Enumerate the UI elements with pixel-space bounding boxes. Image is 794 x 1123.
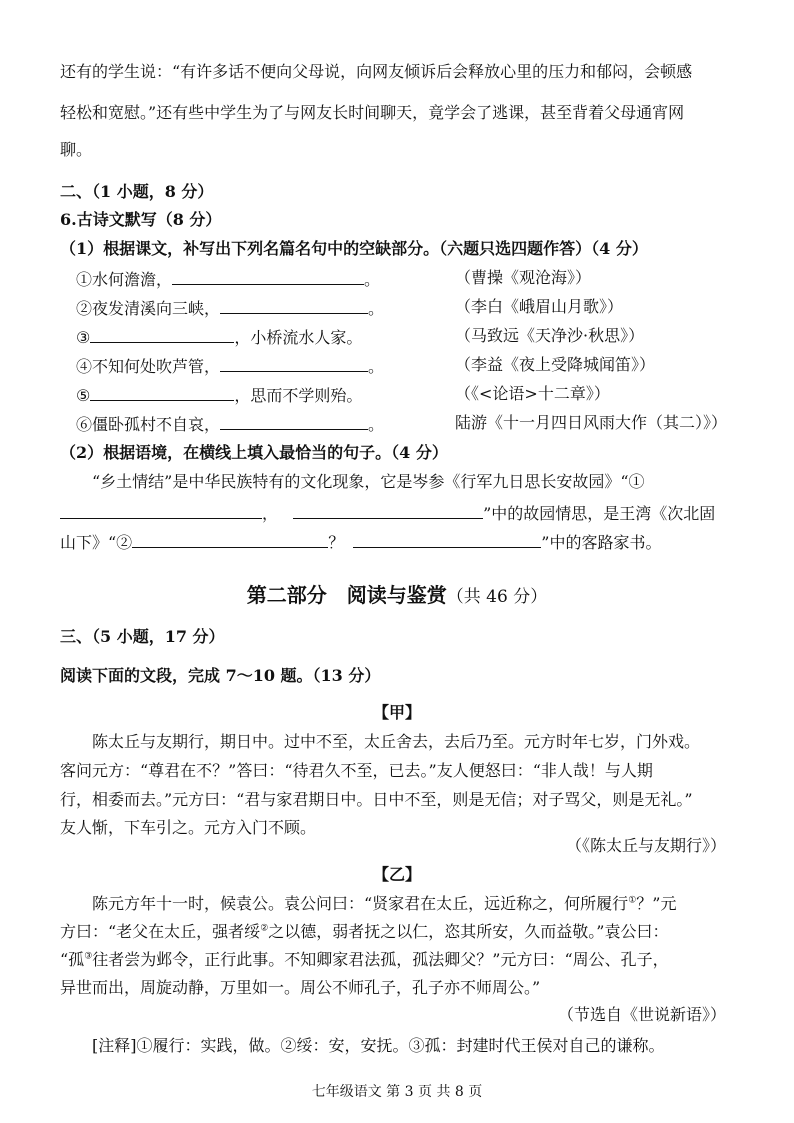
passage-yi-line [60, 922, 668, 942]
passage-text: 之以德，弱者抚之以仁，恣其所安，久而益敬。”袁公曰： [268, 922, 669, 941]
answer-blank[interactable] [353, 531, 541, 548]
poem-item-text: ④不知何处吹芦管， [76, 357, 221, 376]
passage-yi-notes: [注释]①履行：实践，做。②绥：安，安抚。③孤：封建时代王侯对自己的谦称。 [92, 1036, 665, 1055]
poem-item-text: ⑥僵卧孤村不自哀， [76, 415, 221, 434]
answer-blank[interactable] [220, 297, 368, 314]
poem-item-text: ，思而不学则殆。 [234, 386, 363, 405]
passage-jia-line: 友人惭，下车引之。元方入门不顾。 [60, 818, 317, 837]
section-2-heading: 二、（1 小题，8 分） [60, 182, 214, 201]
passage-yi-line [60, 894, 676, 914]
footnote-marker: ② [260, 923, 269, 934]
poem-source-1: （曹操《观沧海》） [455, 268, 592, 287]
passage-text: 方曰：“老父在太丘，强者绥 [60, 922, 261, 941]
passage-jia-line: 行，相委而去。”元方曰：“君与家君期日中。日中不至，则是无信；对子骂父，则是无礼。” [60, 790, 693, 809]
section-3-heading: 三、（5 小题，17 分） [60, 627, 225, 646]
answer-blank[interactable] [60, 502, 262, 519]
poem-item-4 [76, 355, 384, 377]
poem-source-6: 陆游《十一月四日风雨大作（其二）》） [455, 413, 728, 432]
passage-text: ？”元 [636, 894, 677, 913]
passage-jia-line: 客问元方：“尊君在不？”答曰：“待君久不至，已去。”友人便怒曰：“非人哉！与人期 [60, 761, 653, 780]
passage-yi-source: （节选自《世说新语》） [557, 1005, 726, 1024]
answer-blank[interactable] [90, 326, 234, 343]
answer-blank[interactable] [220, 413, 368, 430]
poem-item-text: 。 [368, 299, 385, 318]
poem-source-4: （李益《夜上受降城闻笛》） [455, 355, 656, 374]
answer-blank[interactable] [132, 531, 328, 548]
answer-blank[interactable] [90, 384, 234, 401]
poem-item-2 [76, 297, 384, 319]
answer-blank[interactable] [293, 502, 483, 519]
passage-jia-line: 陈太丘与友期行，期日中。过中不至，太丘舍去，去后乃至。元方时年七岁，门外戏。 [60, 732, 701, 751]
context-line-1: “乡土情结”是中华民族特有的文化现象，它是岑参《行军九日思长安故园》“① [92, 472, 645, 491]
page-footer: 七年级语文 第 3 页 共 8 页 [311, 1084, 483, 1100]
passage-text: “孤 [60, 950, 85, 969]
passage-jia-source: （《陈太丘与友期行》） [565, 836, 726, 855]
context-line-3 [60, 531, 661, 553]
context-text: 山下》“② [60, 533, 133, 552]
passage-yi-label: 【乙】 [372, 865, 421, 884]
passage-yi-line: 异世而出，周旋动静，万里如一。周公不师孔子，孔子亦不师周公。” [60, 978, 541, 997]
poem-item-text: ②夜发清溪向三峡， [76, 299, 221, 318]
reading-instruction: 阅读下面的文段，完成 7～10 题。（13 分） [60, 666, 381, 685]
poem-item-text: ⑤ [76, 386, 91, 405]
part-2-score: （共 46 分） [446, 587, 548, 607]
passage-text: 陈元方年十一时，候袁公。袁公问曰：“贤家君在太丘，远近称之，何所履行 [60, 894, 629, 913]
poem-source-5: （《<论语>十二章》） [455, 384, 610, 403]
poem-item-text: ①水何澹澹， [76, 270, 173, 289]
passage-yi-line [60, 950, 669, 970]
answer-blank[interactable] [220, 355, 368, 372]
poem-item-1 [76, 268, 380, 290]
poem-item-text: 。 [364, 270, 381, 289]
intro-line-3: 聊。 [60, 140, 93, 159]
poem-item-text: ③ [76, 328, 91, 347]
part-2-title-text: 第二部分 阅读与鉴赏 [246, 583, 447, 607]
poem-item-5 [76, 384, 362, 406]
context-line-2 [60, 502, 715, 524]
passage-jia-label: 【甲】 [372, 703, 421, 722]
footnote-marker: ③ [84, 951, 93, 962]
part-2-title [0, 582, 794, 610]
poem-source-2: （李白《峨眉山月歌》） [455, 297, 624, 316]
passage-text: 往者尝为邺令，正行此事。不知卿家君法孤，孤法卿父？”元方曰：“周公、孔子， [92, 950, 669, 969]
poem-source-3: （马致远《天净沙·秋思》） [455, 326, 645, 345]
poem-item-text: ，小桥流水人家。 [234, 328, 363, 347]
context-text: ”中的客路家书。 [541, 533, 662, 552]
context-text: ？ [328, 533, 345, 552]
question-6-part-2: （2）根据语境，在横线上填入最恰当的句子。（4 分） [60, 443, 448, 462]
context-text: ， [262, 504, 279, 523]
question-6-part-1: （1）根据课文，补写出下列名篇名句中的空缺部分。（六题只选四题作答）（4 分） [60, 239, 648, 258]
intro-line-1: 还有的学生说：“有许多话不便向父母说，向网友倾诉后会释放心里的压力和郁闷，会顿感 [60, 62, 693, 81]
poem-item-6 [76, 413, 384, 435]
poem-item-3 [76, 326, 362, 348]
intro-line-2: 轻松和宽慰。”还有些中学生为了与网友长时间聊天，竟学会了逃课，甚至背着父母通宵网 [60, 103, 685, 122]
context-text: ”中的故园情思，是王湾《次北固 [483, 504, 716, 523]
poem-item-text: 。 [368, 415, 385, 434]
footnote-marker: ① [628, 895, 637, 906]
question-6-title: 6.古诗文默写（8 分） [60, 210, 222, 229]
poem-item-text: 。 [368, 357, 385, 376]
answer-blank[interactable] [172, 268, 364, 285]
